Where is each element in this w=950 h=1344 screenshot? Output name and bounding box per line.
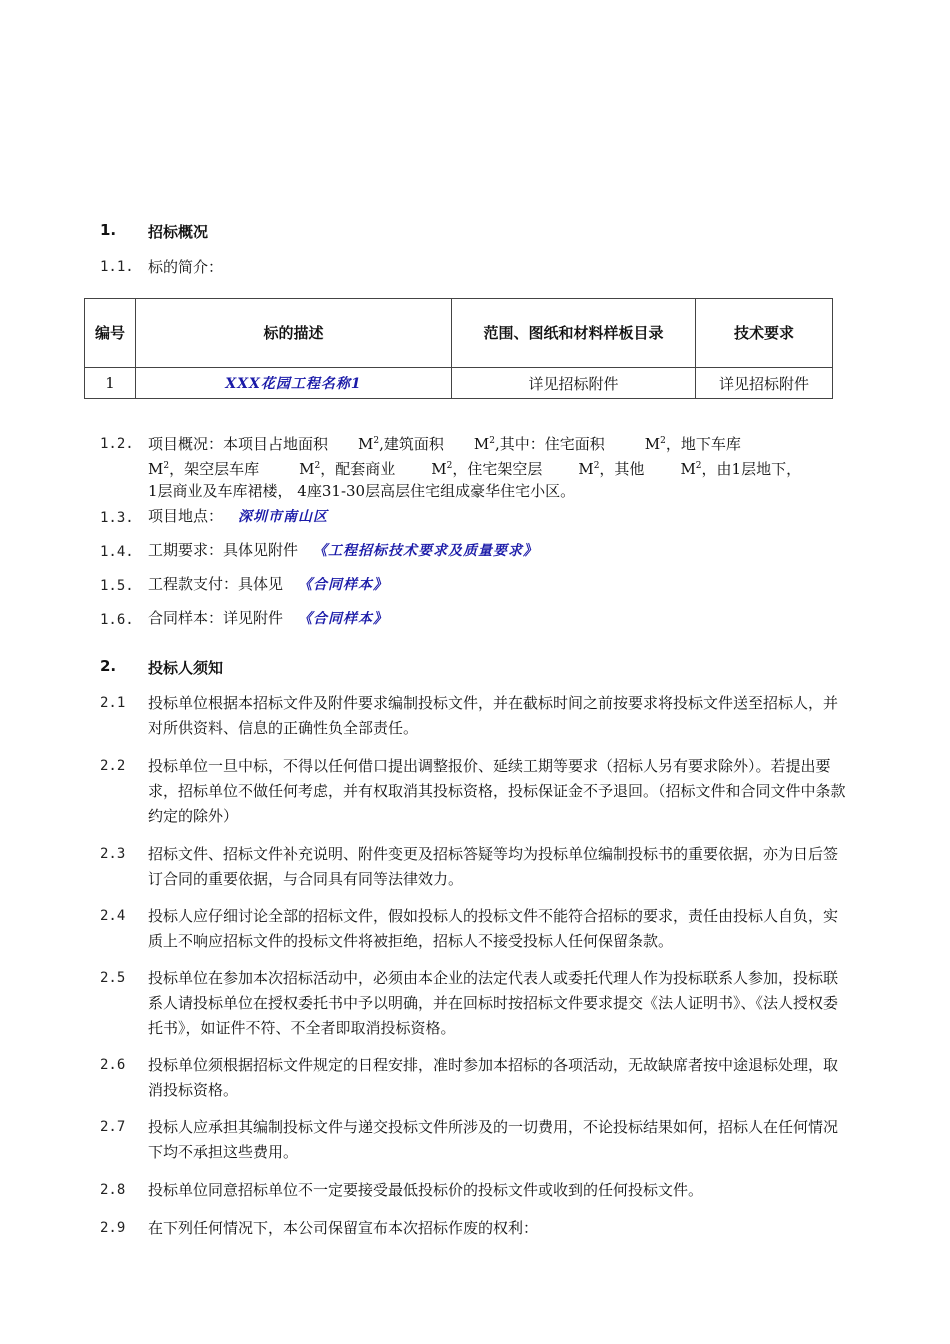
unit-sup: 2 [593, 461, 600, 471]
project-overview-text: ，配套商业 [320, 460, 396, 478]
item-number: 2.9 [100, 1220, 126, 1236]
table-row [85, 368, 833, 399]
unit-sup: 2 [163, 461, 170, 471]
unit-sup: 2 [446, 461, 453, 471]
clause-1-2-number: 1.2. [100, 436, 134, 452]
project-overview-text: 项目概况：本项目占地面积 [148, 435, 329, 453]
item-number: 2.4 [100, 908, 126, 924]
clause-1-1-number: 1.1. [100, 259, 134, 275]
attachment-link[interactable]: 《合同样本》 [298, 577, 388, 593]
unit-sup: 2 [373, 436, 380, 446]
unit-m: M [148, 460, 164, 478]
table-cell-desc: XXX花园工程名称1 [136, 368, 452, 399]
clause-1-3-number: 1.3. [100, 510, 134, 526]
item-text: 投标单位同意招标单位不一定要接受最低投标价的投标文件或收到的任何投标文件。 [148, 1181, 704, 1199]
unit-sup: 2 [489, 436, 495, 446]
unit-sup: 2 [314, 461, 321, 471]
section-2-number: 2. [100, 657, 117, 675]
clause-1-5-number: 1.5. [100, 578, 134, 594]
item-text: 投标单位一旦中标，不得以任何借口提出调整报价、延续工期等要求（招标人另有要求除外）。若提出要求，招标单位不做任何考虑，并有权取消其投标资格，投标保证金不予退回。（招标文件和合同文件中条款约定的除外） [148, 757, 846, 825]
unit-sup: 2 [695, 461, 702, 471]
clause-1-2-line-3: 1层商业及车库裙楼， 4座31-30层高层住宅组成豪华住宅小区。 [148, 482, 576, 500]
project-overview-text: ，地下车库 [665, 435, 741, 453]
table-cell-tech: 详见招标附件 [696, 368, 833, 399]
item-text: 在下列任何情况下，本公司保留宣布本次招标作废的权利： [148, 1219, 539, 1237]
unit-sup: 2 [660, 436, 666, 446]
table-header-cell: 标的描述 [136, 299, 452, 368]
item-text: 投标单位在参加本次招标活动中，必须由本企业的法定代表人或委托代理人作为投标联系人参加，投标联系人请投标单位在授权委托书中予以明确，并在回标时按招标文件要求提交《法人证明书》、《法人授权委托书》，如证件不符、不全者即取消投标资格。 [148, 969, 839, 1037]
item-text: 投标人应承担其编制投标文件与递交投标文件所涉及的一切费用，不论投标结果如何，招标人在任何情况下均不承担这些费用。 [148, 1118, 839, 1161]
project-overview-text: ,其中：住宅面积 [494, 435, 605, 453]
unit-m: M [578, 460, 594, 478]
item-number: 2.1 [100, 695, 126, 711]
table-header-cell: 编号 [85, 299, 136, 368]
item-number: 2.7 [100, 1119, 126, 1135]
unit-m: M [299, 460, 315, 478]
unit-m: M [431, 460, 447, 478]
clause-1-4-number: 1.4. [100, 544, 134, 560]
clause-1-4-label: 工期要求：具体见附件 [148, 541, 299, 559]
project-location-value: 深圳市南山区 [238, 509, 328, 525]
clause-1-2-line-2 [148, 454, 801, 482]
project-overview-text: ，由1层地下， [701, 460, 802, 478]
bid-items-table [84, 298, 833, 399]
table-cell-no: 1 [85, 368, 136, 399]
item-text: 投标单位须根据招标文件规定的日程安排，准时参加本招标的各项活动，无故缺席者按中途退标处理，取消投标资格。 [148, 1056, 839, 1099]
project-overview-text: ，住宅架空层 [452, 460, 543, 478]
item-number: 2.2 [100, 758, 126, 774]
clause-1-5-label: 工程款支付：具体见 [148, 575, 284, 593]
clause-1-6-label: 合同样本：详见附件 [148, 609, 284, 627]
unit-m: M [473, 435, 490, 453]
attachment-link[interactable]: 《工程招标技术要求及质量要求》 [313, 543, 538, 559]
clause-1-1-text: 标的简介： [148, 258, 224, 276]
item-text: 投标单位根据本招标文件及附件要求编制投标文件，并在截标时间之前按要求将投标文件送至招标人，并对所供资料、信息的正确性负全部责任。 [148, 694, 839, 737]
unit-m: M [680, 460, 696, 478]
section-1-title: 招标概况 [148, 223, 209, 241]
clause-1-2-line-1 [148, 429, 741, 457]
item-number: 2.3 [100, 846, 126, 862]
project-overview-text: ，其他 [599, 460, 645, 478]
table-header-cell: 范围、图纸和材料样板目录 [452, 299, 696, 368]
table-header-cell: 技术要求 [696, 299, 833, 368]
attachment-link[interactable]: 《合同样本》 [298, 611, 388, 627]
project-overview-text: ,建筑面积 [379, 435, 444, 453]
table-cell-scope: 详见招标附件 [452, 368, 696, 399]
item-text: 投标人应仔细讨论全部的招标文件，假如投标人的投标文件不能符合招标的要求，责任由投标人自负，实质上不响应招标文件的投标文件将被拒绝，招标人不接受投标人任何保留条款。 [148, 907, 839, 950]
section-1-number: 1. [100, 221, 117, 239]
table-header-row [85, 299, 833, 368]
unit-m: M [644, 435, 661, 453]
project-overview-text: ，架空层车库 [169, 460, 260, 478]
item-number: 2.6 [100, 1057, 126, 1073]
section-2-title: 投标人须知 [148, 659, 224, 677]
clause-1-6-number: 1.6. [100, 612, 134, 628]
item-number: 2.5 [100, 970, 126, 986]
item-number: 2.8 [100, 1182, 126, 1198]
clause-1-3-label: 项目地点： [148, 507, 224, 525]
item-text: 招标文件、招标文件补充说明、附件变更及招标答疑等均为投标单位编制投标书的重要依据，亦为日后签订合同的重要依据，与合同具有同等法律效力。 [148, 845, 839, 888]
unit-m: M [358, 435, 374, 453]
